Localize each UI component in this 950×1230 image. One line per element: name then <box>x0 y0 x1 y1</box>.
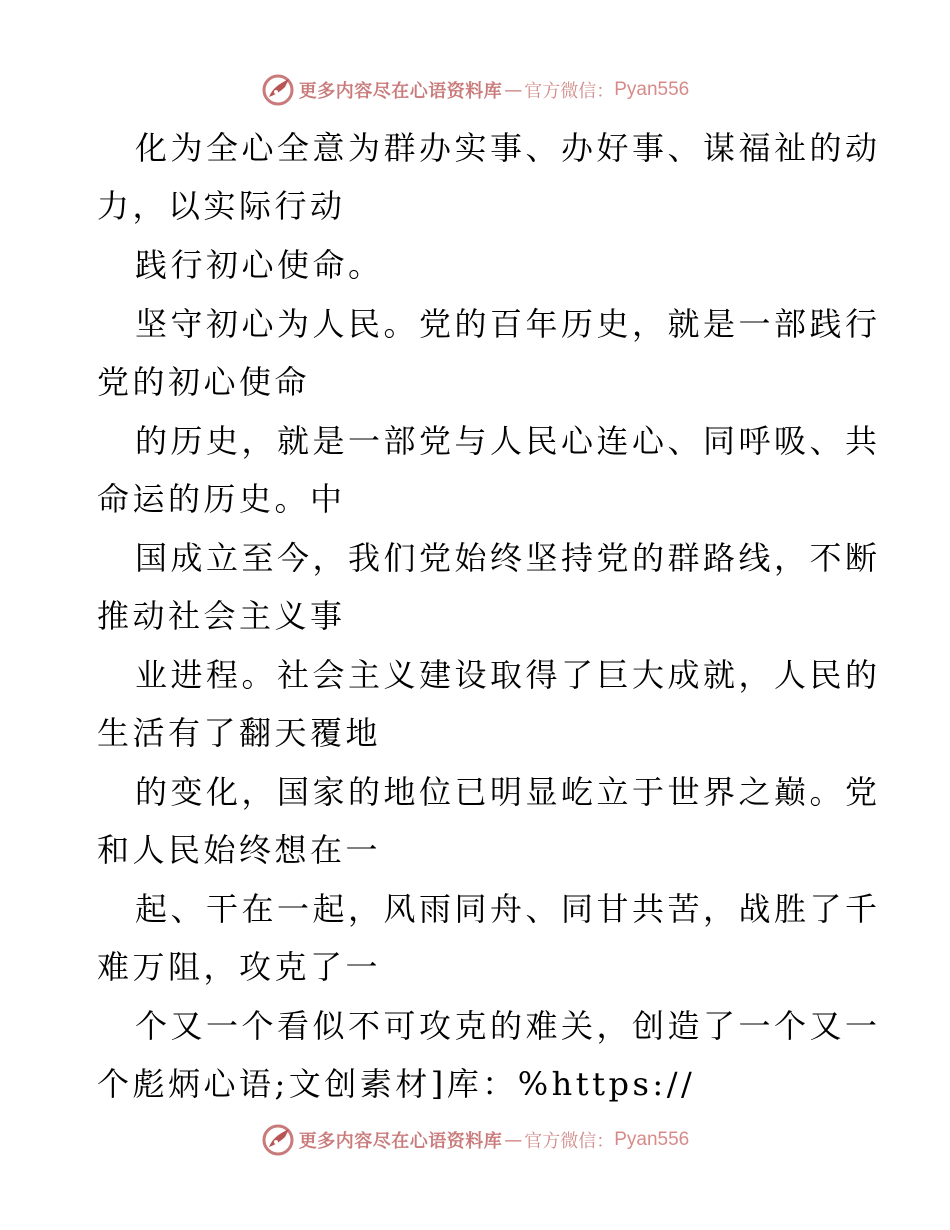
text-line: 命运的历史。中 <box>97 480 346 518</box>
banner-text: 更多内容尽在心语资料库 <box>298 1131 503 1152</box>
text-line: 践行初心使命。 <box>135 246 384 284</box>
text-line: 起、干在一起，风雨同舟、同甘共苦，战胜了千 <box>135 890 881 928</box>
header-watermark-banner <box>0 70 950 110</box>
text-line: 力，以实际行动 <box>97 187 346 225</box>
text-line: 生活有了翻天覆地 <box>97 714 382 752</box>
text-line: 的历史，就是一部党与人民心连心、同呼吸、共 <box>135 422 881 460</box>
banner-separator: — <box>504 79 523 101</box>
text-line: 和人民始终想在一 <box>97 831 382 869</box>
text-line: 个彪炳心语;文创素材]库：%https:// <box>97 1065 696 1103</box>
pen-logo-icon <box>261 73 295 107</box>
banner-official-label: 官方微信： <box>524 1131 615 1152</box>
text-line: 推动社会主义事 <box>97 597 346 635</box>
text-line: 党的初心使命 <box>97 363 311 401</box>
banner-text: 更多内容尽在心语资料库 <box>298 81 503 102</box>
text-line: 业进程。社会主义建设取得了巨大成就，人民的 <box>135 656 881 694</box>
pen-logo-icon <box>261 1123 295 1157</box>
banner-account-id: Pyan556 <box>614 1129 690 1150</box>
text-line: 化为全心全意为群办实事、办好事、谋福祉的动 <box>135 129 881 167</box>
text-line: 难万阻，攻克了一 <box>97 948 382 986</box>
banner-separator: — <box>504 1129 523 1151</box>
text-line: 的变化，国家的地位已明显屹立于世界之巅。党 <box>135 773 881 811</box>
text-line: 个又一个看似不可攻克的难关，创造了一个又一 <box>135 1007 881 1045</box>
banner-official-label: 官方微信： <box>524 81 615 102</box>
footer-watermark-banner <box>0 1120 950 1160</box>
text-line: 坚守初心为人民。党的百年历史，就是一部践行 <box>135 305 881 343</box>
banner-account-id: Pyan556 <box>614 79 690 100</box>
text-line: 国成立至今，我们党始终坚持党的群路线，不断 <box>135 539 881 577</box>
